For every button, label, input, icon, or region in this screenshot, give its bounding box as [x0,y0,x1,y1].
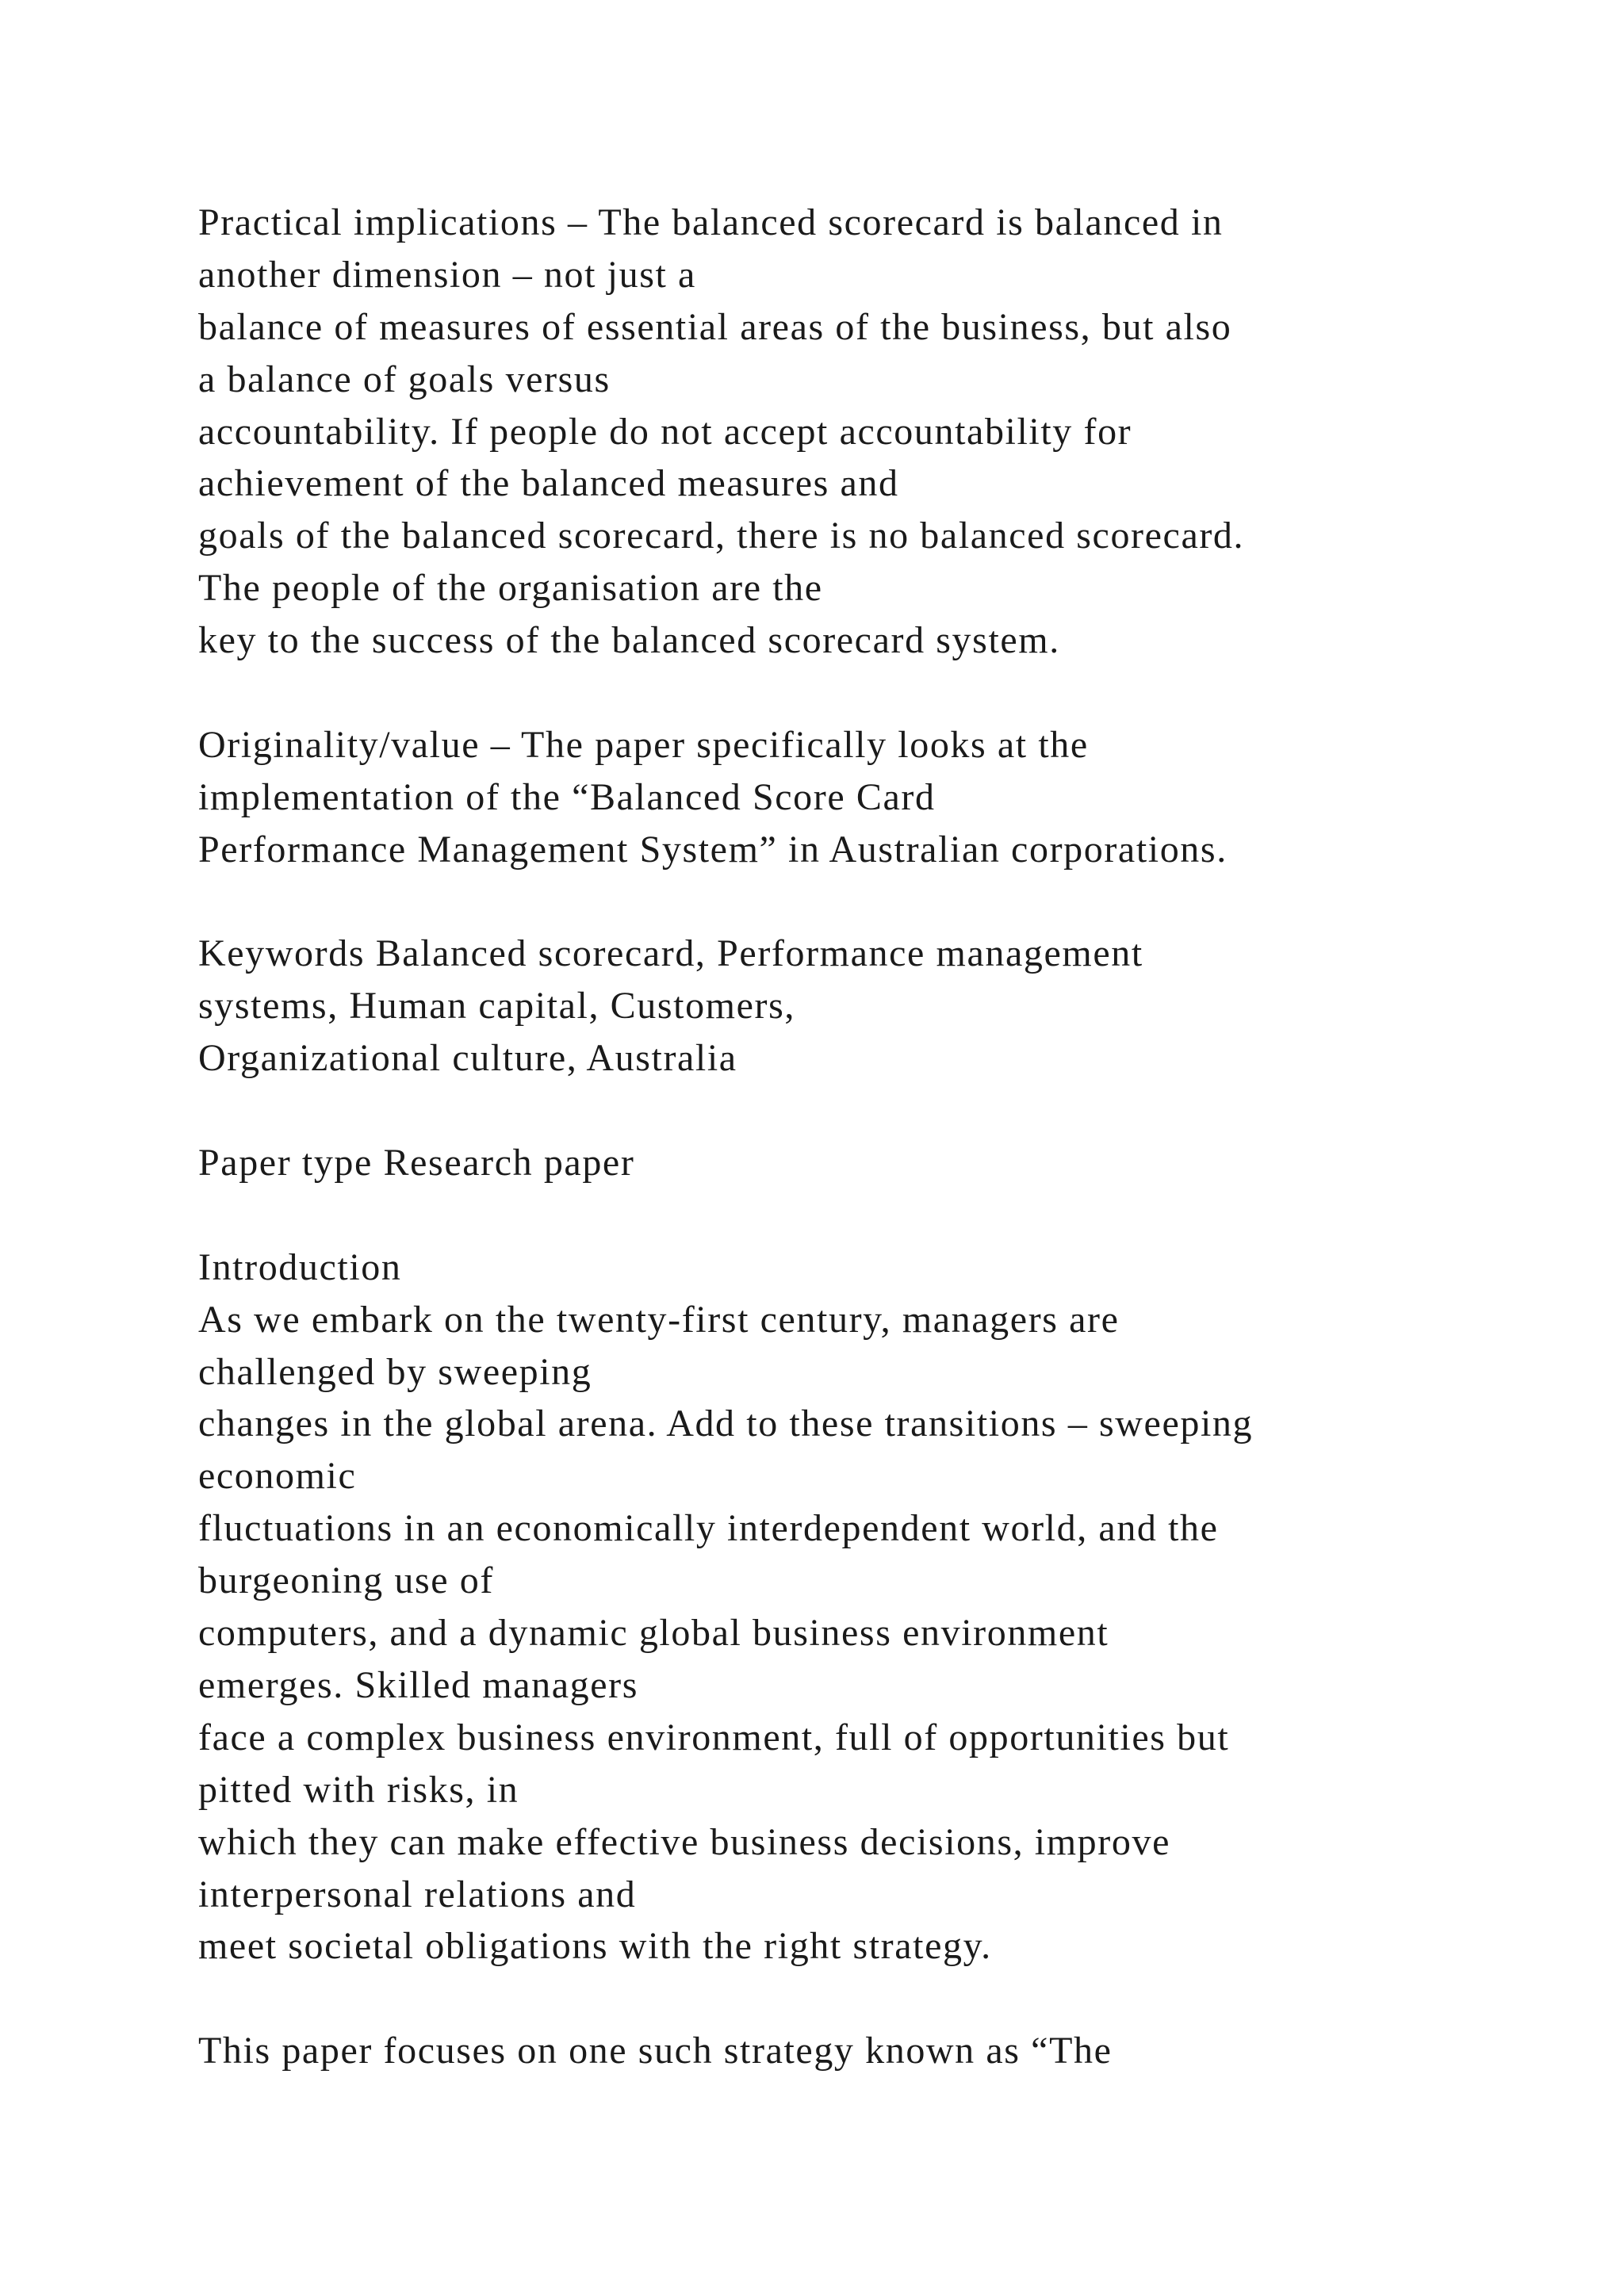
text-line: The people of the organisation are the [198,567,823,610]
paragraph-spacer [198,1085,1562,1137]
text-line: achievement of the balanced measures and [198,462,899,505]
text-line: meet societal obligations with the right strategy. [198,1925,992,1968]
paragraph-strategy-focus [198,2025,1562,2077]
text-line: emerges. Skilled managers [198,1663,638,1706]
paragraph-spacer [198,667,1562,719]
text-line: Originality/value – The paper specifically looks at the [198,723,1089,766]
text-line: Practical implications – The balanced scorecard is balanced in [198,201,1224,243]
text-line: key to the success of the balanced scorecard system. [198,619,1060,662]
text-line: This paper focuses on one such strategy known as “The [198,2030,1113,2072]
document-body [198,197,1562,2077]
text-line: Keywords Balanced scorecard, Performance management [198,932,1143,975]
text-line: Organizational culture, Australia [198,1037,737,1080]
paragraph-paper-type [198,1137,1562,1189]
paragraph-spacer [198,876,1562,928]
text-line: accountability. If people do not accept accountability for [198,410,1132,453]
text-line: As we embark on the twenty-first century, managers are [198,1298,1120,1341]
text-line: interpersonal relations and [198,1873,637,1915]
paragraph-spacer [198,1973,1562,2025]
text-line: goals of the balanced scorecard, there is no balanced scorecard. [198,515,1245,557]
text-line: Paper type Research paper [198,1142,635,1184]
text-line: which they can make effective business decisions, improve [198,1820,1170,1863]
section-heading-introduction: Introduction [198,1246,402,1288]
paragraph-originality-value [198,719,1562,876]
text-line: face a complex business environment, full of opportunities but [198,1716,1230,1758]
text-line: challenged by sweeping [198,1350,592,1393]
text-line: balance of measures of essential areas of the business, but also [198,305,1232,348]
text-line: Performance Management System” in Australian corporations. [198,828,1228,871]
text-line: systems, Human capital, Customers, [198,985,795,1027]
text-line: fluctuations in an economically interdependent world, and the [198,1507,1219,1550]
text-line: burgeoning use of [198,1559,494,1602]
text-line: a balance of goals versus [198,358,611,400]
text-line: implementation of the “Balanced Score Card [198,775,936,818]
text-line: economic [198,1455,357,1498]
text-line: pitted with risks, in [198,1768,519,1811]
text-line: changes in the global arena. Add to these transitions – sweeping [198,1402,1254,1445]
paragraph-spacer [198,1189,1562,1242]
text-line: another dimension – not just a [198,253,696,296]
text-line: computers, and a dynamic global business environment [198,1612,1109,1655]
paragraph-introduction [198,1242,1562,1973]
paragraph-practical-implications [198,197,1562,667]
paragraph-keywords [198,928,1562,1085]
